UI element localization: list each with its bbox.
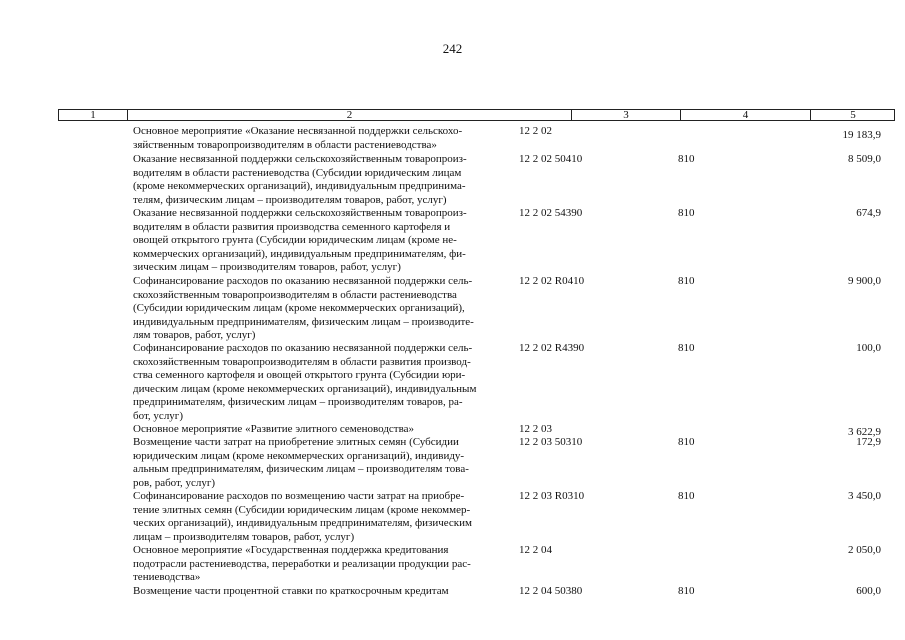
row-description (133, 423, 513, 437)
description-line: зяйственным товаропроизводителям в области растениеводства» (133, 138, 437, 151)
row-expense-type: 810 (678, 275, 695, 287)
row-code: 12 2 02 R0410 (519, 275, 585, 287)
description-line: скохозяйственным товаропроизводителям в области растениеводства (133, 288, 457, 301)
row-description (133, 490, 513, 544)
header-col-3: 3 (623, 109, 629, 121)
description-line: Основное мероприятие «Развитие элитного семеноводства» (133, 423, 415, 435)
row-expense-type: 810 (678, 153, 695, 165)
row-code: 12 2 02 54390 (519, 207, 583, 219)
row-amount: 9 900,0 (848, 275, 881, 287)
description-line: юридическим лицам (кроме некоммерческих организаций), индивиду- (133, 449, 465, 462)
description-line: скохозяйственным товаропроизводителям в области развития производ- (133, 355, 471, 368)
row-amount: 100,0 (856, 342, 881, 354)
row-amount: 2 050,0 (848, 544, 881, 556)
description-line: Основное мероприятие «Оказание несвязанной поддержки сельскохо- (133, 125, 463, 137)
row-description (133, 544, 513, 585)
row-expense-type: 810 (678, 585, 695, 597)
description-line: коммерческих организаций), индивидуальным предпринимателям, фи- (133, 247, 466, 260)
row-expense-type: 810 (678, 342, 695, 354)
description-line: ства семенного картофеля и овощей открытого грунта (Субсидии юри- (133, 369, 466, 381)
row-amount: 674,9 (856, 207, 881, 219)
description-line: зическим лицам – производителям товаров, работ, услуг) (133, 261, 401, 273)
description-line: альным предпринимателям, физическим лицам – производителям това- (133, 463, 469, 475)
description-line: телям, физическим лицам – производителям товаров, работ, услуг) (133, 193, 447, 206)
row-description (133, 153, 513, 207)
description-line: тениеводства» (133, 571, 201, 583)
row-expense-type: 810 (678, 207, 695, 219)
description-line: Софинансирование расходов по возмещению части затрат на приобре- (133, 490, 465, 502)
row-description (133, 275, 513, 343)
description-line: Оказание несвязанной поддержки сельскохозяйственным товаропроиз- (133, 207, 467, 219)
description-line: индивидуальным предпринимателям, физическим лицам – производите- (133, 315, 474, 328)
description-line: подотрасли растениеводства, переработки и реализации продукции рас- (133, 557, 471, 570)
page-number: 242 (442, 41, 463, 56)
header-col-5: 5 (850, 109, 856, 121)
description-line: Основное мероприятие «Государственная поддержка кредитования (133, 544, 449, 556)
description-line: Оказание несвязанной поддержки сельскохозяйственным товаропроиз- (133, 153, 467, 165)
description-line: (Субсидии юридическим лицам (кроме некоммерческих организаций), (133, 302, 465, 314)
row-amount: 3 622,9 (848, 426, 881, 438)
row-code: 12 2 03 50310 (519, 436, 583, 448)
row-code: 12 2 04 50380 (519, 585, 583, 597)
description-line: бот, услуг) (133, 409, 183, 422)
row-expense-type: 810 (678, 490, 695, 502)
description-line: дическим лицам (кроме некоммерческих организаций), индивидуальным (133, 382, 477, 395)
description-line: предпринимателям, физическим лицам – производителям товаров, ра- (133, 396, 463, 408)
row-code: 12 2 02 R4390 (519, 342, 585, 354)
description-line: водителям в области растениеводства (Субсидии юридическим лицам (133, 166, 462, 179)
row-amount: 3 450,0 (848, 490, 881, 502)
row-expense-type: 810 (678, 436, 695, 448)
header-col-1: 1 (90, 109, 96, 121)
row-code: 12 2 03 (519, 423, 552, 435)
description-line: Софинансирование расходов по оказанию несвязанной поддержки сель- (133, 275, 473, 287)
description-line: тение элитных семян (Субсидии юридическим лицам (кроме некоммер- (133, 503, 471, 516)
row-code: 12 2 02 (519, 125, 552, 137)
row-description (133, 125, 513, 152)
row-description (133, 207, 513, 275)
row-code: 12 2 04 (519, 544, 552, 556)
description-line: лям товаров, работ, услуг) (133, 329, 256, 341)
row-amount: 172,9 (856, 436, 881, 448)
row-amount: 19 183,9 (842, 129, 881, 141)
description-line: ров, работ, услуг) (133, 476, 216, 489)
description-line: (кроме некоммерческих организаций), индивидуальным предпринима- (133, 180, 466, 192)
description-line: овощей открытого грунта (Субсидии юридическим лицам (кроме не- (133, 234, 457, 246)
row-code: 12 2 02 50410 (519, 153, 583, 165)
header-col-4: 4 (742, 109, 749, 121)
description-line: водителям в области развития производства семенного картофеля и (133, 220, 451, 233)
row-description (133, 585, 513, 599)
row-amount: 600,0 (856, 585, 881, 597)
row-description (133, 436, 513, 490)
description-line: ческих организаций), индивидуальным предпринимателям, физическим (133, 517, 472, 529)
row-amount: 8 509,0 (848, 153, 881, 165)
description-line: Возмещение части затрат на приобретение элитных семян (Субсидии (133, 436, 459, 448)
header-col-2: 2 (346, 109, 353, 121)
description-line: Возмещение части процентной ставки по краткосрочным кредитам (133, 585, 449, 597)
row-description (133, 342, 513, 423)
row-code: 12 2 03 R0310 (519, 490, 585, 502)
table-header (58, 109, 895, 121)
description-line: Софинансирование расходов по оказанию несвязанной поддержки сель- (133, 342, 473, 354)
description-line: лицам – производителям товаров, работ, услуг) (133, 530, 355, 543)
